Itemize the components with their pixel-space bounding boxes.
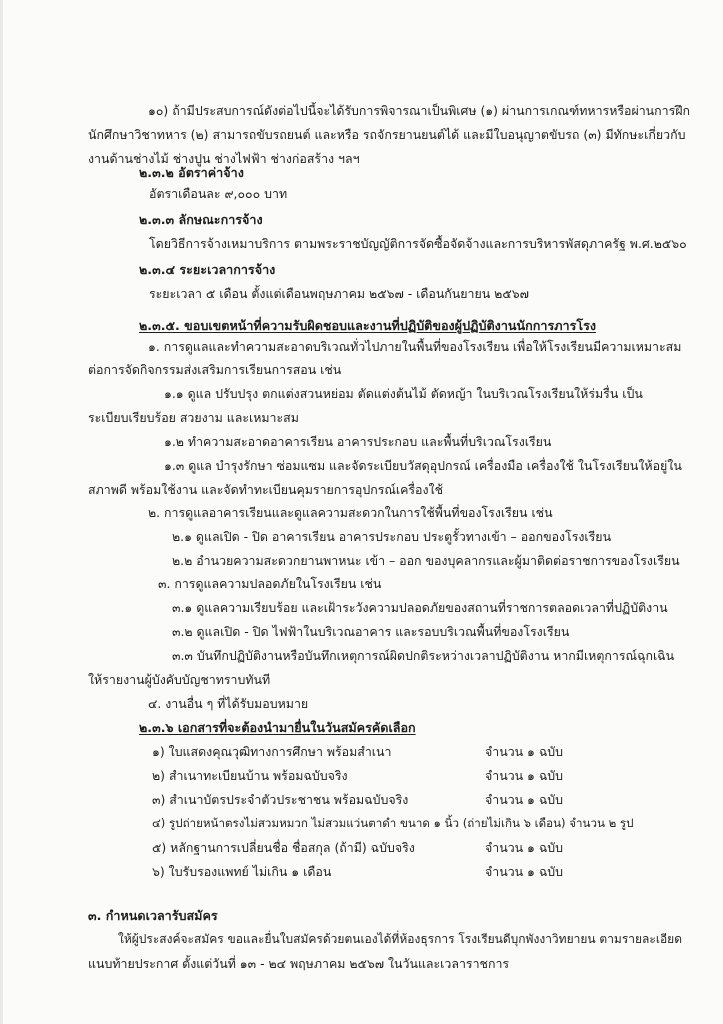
- hiring-period-text: ระยะเวลา ๕ เดือน ตั้งแต่เดือนพฤษภาคม ๒๕๖๗ - เดือนกันยายน ๒๕๖๗: [149, 286, 529, 301]
- section-2-3-5-heading: ๒.๓.๕. ขอบเขตหน้าที่ความรับผิดชอบและงานที่ปฏิบัติของผู้ปฏิบัติงานนักการภารโรง: [139, 318, 597, 333]
- duty-1-3-line-1: ๑.๓ ดูแล บำรุงรักษา ซ่อมแซม และจัดระเบียบวัสดุอุปกรณ์ เครื่องมือ เครื่องใช้ ในโรงเรียนให้อยู่ใน: [164, 458, 682, 473]
- document-item-qty: จำนวน ๑ ฉบับ: [485, 768, 564, 783]
- document-item-qty: จำนวน ๑ ฉบับ: [485, 864, 564, 879]
- duty-3: ๓. การดูแลความปลอดภัยในโรงเรียน เช่น: [158, 576, 382, 591]
- document-item-text: ๓) สำเนาบัตรประจำตัวประชาชน พร้อมฉบับจริง: [152, 792, 409, 807]
- hiring-method-text: โดยวิธีการจ้างเหมาบริการ ตามพระราชบัญญัติการจัดซื้อจัดจ้างและการบริหารพัสดุภาครัฐ พ.ศ.๒๕๖๐: [149, 236, 687, 251]
- duty-2: ๒. การดูแลอาคารเรียนและดูแลความสะดวกในการใช้พื้นที่ของโรงเรียน เช่น: [148, 505, 553, 520]
- section-2-3-4-heading: ๒.๓.๔ ระยะเวลาการจ้าง: [139, 262, 276, 277]
- scan-edge: [0, 0, 3, 1024]
- qualification-10-line-3: งานด้านช่างไม้ ช่างปูน ช่างไฟฟ้า ช่างก่อสร้าง ฯลฯ: [88, 151, 360, 166]
- section-2-3-6-heading: ๒.๓.๖ เอกสารที่จะต้องนำมายื่นในวันสมัครคัดเลือก: [139, 720, 416, 735]
- document-item-qty: จำนวน ๑ ฉบับ: [485, 792, 564, 807]
- document-item-text: ๑) ใบแสดงคุณวุฒิทางการศึกษา พร้อมสำเนา: [152, 744, 392, 759]
- duty-2-1: ๒.๑ ดูแลเปิด - ปิด อาคารเรียน อาคารประกอบ ประตูรั้วทางเข้า – ออกของโรงเรียน: [172, 529, 612, 544]
- duty-2-2: ๒.๒ อำนวยความสะดวกยานพาหนะ เข้า – ออก ของบุคลากรและผู้มาติดต่อราชการของโรงเรียน: [172, 553, 680, 568]
- qualification-10-line-1: ๑๐) ถ้ามีประสบการณ์ดังต่อไปนี้จะได้รับการพิจารณาเป็นพิเศษ (๑) ผ่านการเกณฑ์ทหารหรือผ่านการฝึก: [148, 103, 691, 118]
- duty-1-3-line-2: สภาพดี พร้อมใช้งาน และจัดทำทะเบียนคุมรายการอุปกรณ์เครื่องใช้: [88, 482, 444, 497]
- duty-1-2: ๑.๒ ทำความสะอาดอาคารเรียน อาคารประกอบ และพื้นที่บริเวณโรงเรียน: [164, 434, 552, 449]
- duty-3-3-line-2: ให้รายงานผู้บังคับบัญชาทราบทันที: [88, 672, 271, 687]
- document-item-text: ๖) ใบรับรองแพทย์ ไม่เกิน ๑ เดือน: [152, 864, 332, 879]
- wage-rate-text: อัตราเดือนละ ๙,๐๐๐ บาท: [149, 186, 288, 201]
- document-item-text: ๕) หลักฐานการเปลี่ยนชื่อ ชื่อสกุล (ถ้ามี) ฉบับจริง: [152, 840, 415, 855]
- application-period-line-1: ให้ผู้ประสงค์จะสมัคร ขอและยื่นใบสมัครด้วยตนเองได้ที่ห้องธุรการ โรงเรียนดีบุกพังงาวิทยายน ตามรายละเอียด: [118, 932, 682, 946]
- duty-4: ๔. งานอื่น ๆ ที่ได้รับมอบหมาย: [148, 696, 309, 711]
- duty-3-2: ๓.๒ ดูแลเปิด - ปิด ไฟฟ้าในบริเวณอาคาร และรอบบริเวณพื้นที่ของโรงเรียน: [172, 624, 570, 639]
- section-2-3-3-heading: ๒.๓.๓ ลักษณะการจ้าง: [139, 212, 263, 227]
- duty-3-1: ๓.๑ ดูแลความเรียบร้อย และเฝ้าระวังความปลอดภัยของสถานที่ราชการตลอดเวลาที่ปฏิบัติงาน: [172, 600, 668, 615]
- qualification-10-line-2: นักศึกษาวิชาทหาร (๒) สามารถขับรถยนต์ และหรือ รถจักรยานยนต์ได้ และมีใบอนุญาตขับรถ (๓) มีทักษะเกี่ยวกับ: [88, 127, 686, 142]
- section-2-3-2-heading: ๒.๓.๒ อัตราค่าจ้าง: [139, 165, 244, 180]
- duty-3-3-line-1: ๓.๓ บันทึกปฏิบัติงานหรือบันทึกเหตุการณ์ผิดปกติระหว่างเวลาปฏิบัติงาน หากมีเหตุการณ์ฉุกเฉิน: [172, 648, 675, 663]
- application-period-line-2: แนบท้ายประกาศ ตั้งแต่วันที่ ๑๓ - ๒๔ พฤษภาคม ๒๕๖๗ ในวันและเวลาราชการ: [88, 956, 510, 971]
- document-item-text: ๔) รูปถ่ายหน้าตรงไม่สวมหมวก ไม่สวมแว่นตาดำ ขนาด ๑ นิ้ว (ถ่ายไม่เกิน ๖ เดือน) จำนวน ๒ รูป: [152, 816, 634, 830]
- duty-1-1-line-2: ระเบียบเรียบร้อย สวยงาม และเหมาะสม: [88, 410, 299, 425]
- section-3-heading: ๓. กำหนดเวลารับสมัคร: [88, 908, 218, 923]
- document-item-qty: จำนวน ๑ ฉบับ: [485, 744, 564, 759]
- duty-1-1-line-1: ๑.๑ ดูแล ปรับปรุง ตกแต่งสวนหย่อม ตัดแต่งต้นไม้ ตัดหญ้า ในบริเวณโรงเรียนให้ร่มรื่น เป็น: [164, 386, 643, 401]
- document-item-qty: จำนวน ๑ ฉบับ: [485, 840, 564, 855]
- duty-1-line-2: ต่อการจัดกิจกรรมส่งเสริมการเรียนการสอน เช่น: [88, 362, 342, 377]
- document-item-text: ๒) สำเนาทะเบียนบ้าน พร้อมฉบับจริง: [152, 768, 348, 783]
- duty-1-line-1: ๑. การดูแลและทำความสะอาดบริเวณทั่วไปภายในพื้นที่ของโรงเรียน เพื่อให้โรงเรียนมีความเหมาะสม: [148, 339, 682, 354]
